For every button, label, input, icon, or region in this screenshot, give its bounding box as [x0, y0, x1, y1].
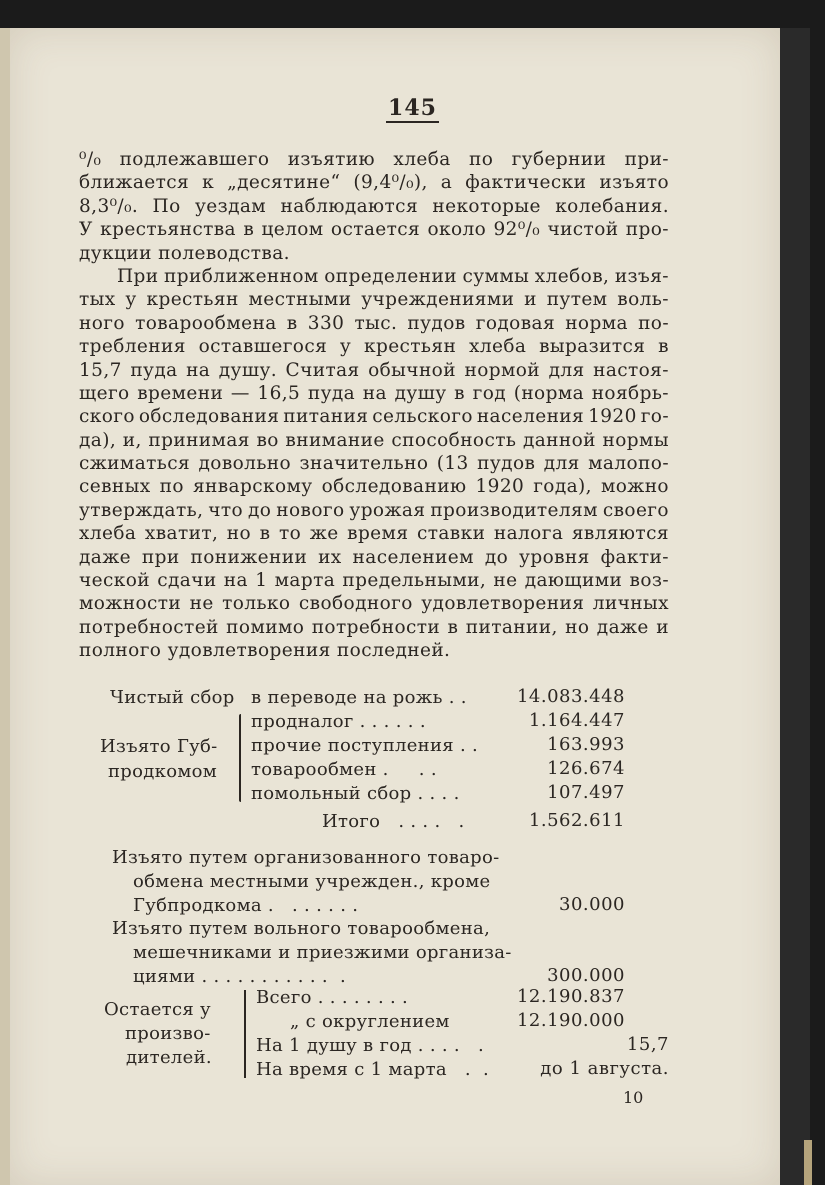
item-label: помольный сбор . . . . — [251, 783, 460, 804]
remains-item-label: На 1 душу в год . . . . . — [256, 1035, 485, 1056]
withdrawn-label-line2: продкомом — [108, 761, 218, 782]
brace — [244, 990, 246, 1078]
word: некоторые — [432, 195, 541, 217]
word: при — [141, 546, 180, 568]
remains-label-line3: дителей. — [126, 1047, 212, 1068]
word: „десятине“ — [227, 172, 341, 194]
word: местными — [248, 289, 352, 311]
word: в — [454, 382, 465, 404]
word: даже — [596, 616, 649, 638]
word: для — [548, 359, 585, 381]
word: в — [259, 523, 271, 545]
word: на — [362, 382, 387, 404]
word: севных — [79, 476, 151, 498]
word: изъятию — [287, 149, 376, 170]
free-exchange-line: мешечниками и приезжими организа- — [133, 942, 512, 963]
word: ⁰/₀ — [79, 149, 102, 170]
word: помимо — [226, 616, 305, 638]
word: можности — [79, 593, 182, 615]
word: принимая — [148, 429, 250, 451]
word: питания — [283, 406, 369, 428]
org-exchange-line: обмена местными учрежден., кроме — [133, 871, 491, 892]
word: норма — [565, 312, 628, 334]
word: 330 — [307, 312, 345, 334]
word: год — [472, 382, 507, 404]
word: личных — [592, 593, 669, 615]
text-line — [79, 171, 669, 194]
word: годовая — [475, 312, 556, 334]
text-line — [79, 452, 669, 475]
remains-label-line2: произво- — [125, 1023, 211, 1044]
word: хлеба — [79, 523, 137, 545]
word: в — [447, 616, 459, 638]
word: щего — [79, 382, 130, 404]
remains-item-value: 12.190.000 — [516, 1010, 625, 1031]
word: нормы — [602, 429, 669, 451]
page-corner — [804, 1140, 812, 1185]
text-line — [79, 522, 669, 545]
word: урожая — [349, 499, 426, 521]
free-exchange-line: Изъято путем вольного товарообмена, — [112, 918, 491, 939]
word: ского — [79, 406, 135, 428]
text-line — [79, 195, 669, 218]
word: У — [79, 219, 93, 241]
word: внимание — [285, 429, 385, 451]
text-line — [79, 218, 669, 241]
word: хлеба — [393, 149, 451, 170]
word: обследованию — [321, 476, 467, 498]
word: дающими — [524, 570, 623, 592]
word: а — [440, 172, 453, 194]
remains-item-value: 15,7 — [626, 1034, 669, 1055]
word: у — [339, 336, 352, 358]
free-exchange-line: циями . . . . . . . . . . . . — [133, 966, 346, 987]
word: Считая — [285, 359, 360, 381]
word: душу. — [218, 359, 278, 381]
word: учреждениями — [361, 289, 515, 311]
word: — — [230, 382, 250, 404]
paragraph-1 — [79, 148, 669, 265]
word: свободного — [298, 593, 413, 615]
word: колебания. — [555, 195, 669, 217]
text-line: полного удовлетворения последней. — [79, 640, 451, 662]
word: изъято — [599, 172, 669, 194]
adjacent-page-edge — [0, 28, 10, 1185]
word: даже — [79, 546, 131, 568]
word: своего — [602, 499, 669, 521]
word: населением — [352, 546, 474, 568]
word: ставки — [416, 523, 486, 545]
word: же — [309, 523, 339, 545]
word: что — [208, 499, 244, 521]
text-line — [79, 569, 669, 592]
signature-mark: 10 — [623, 1088, 644, 1107]
word: (13 — [436, 453, 469, 475]
word: наблюдаются — [280, 195, 419, 217]
word: до — [484, 546, 509, 568]
item-value: 1.164.447 — [528, 710, 625, 731]
word: хлеба — [468, 336, 527, 358]
paragraph-2 — [79, 265, 669, 663]
word: не — [189, 593, 214, 615]
word: на — [223, 570, 248, 592]
word: уездам — [194, 195, 267, 217]
word: ноябрь- — [591, 382, 669, 404]
word: По — [152, 195, 181, 217]
word: питании, — [465, 616, 558, 638]
word: не — [493, 570, 518, 592]
word: фактически — [465, 172, 587, 194]
word: про- — [625, 219, 669, 241]
word: сдачи — [157, 570, 217, 592]
word: у — [125, 289, 137, 311]
word: данной — [522, 429, 596, 451]
word: ближается — [79, 172, 190, 194]
word: потребности — [311, 616, 441, 638]
text-line — [79, 499, 669, 522]
word: пудов — [477, 453, 536, 475]
word: во — [256, 429, 279, 451]
word: воз- — [629, 570, 669, 592]
word: При — [117, 265, 159, 287]
word: (9,4⁰/₀), — [353, 172, 428, 194]
word: остается — [330, 219, 421, 241]
word: около — [427, 219, 487, 241]
word: хватит, — [144, 523, 219, 545]
item-label: прочие поступления . . — [251, 735, 479, 756]
remains-item-label: „ с округлением — [290, 1011, 450, 1032]
word: являются — [571, 523, 669, 545]
word: обследования — [138, 406, 280, 428]
word: но — [565, 616, 590, 638]
word: требления — [79, 336, 186, 358]
text-line — [79, 592, 669, 615]
word: оставшегося — [198, 336, 328, 358]
word: го- — [640, 406, 669, 428]
word: но — [226, 523, 252, 545]
word: 1 — [255, 570, 268, 592]
word: приближенном — [164, 265, 319, 287]
word: тыс. — [354, 312, 398, 334]
word: тых — [79, 289, 116, 311]
word: выразится — [539, 336, 646, 358]
org-exchange-line: Губпродкома . . . . . . . — [133, 895, 359, 916]
word: суммы — [462, 265, 530, 287]
word: путем — [546, 289, 608, 311]
word: крестьян — [146, 289, 239, 311]
item-label: продналог . . . . . . — [251, 711, 426, 732]
word: время — [347, 523, 409, 545]
remains-item-value: 12.190.837 — [516, 986, 625, 1007]
word: 1920 — [588, 406, 637, 428]
word: малопо- — [588, 453, 669, 475]
text-line — [79, 382, 669, 405]
remains-item-label: Всего . . . . . . . . — [256, 987, 409, 1008]
word: настоя- — [593, 359, 669, 381]
word: и, — [122, 429, 142, 451]
word: сельского — [372, 406, 473, 428]
word: довольно — [198, 453, 292, 475]
page-number: 145 — [388, 95, 437, 121]
word: душу — [394, 382, 447, 404]
word: марта — [274, 570, 336, 592]
word: значительно — [299, 453, 429, 475]
total-value: 1.562.611 — [528, 810, 625, 831]
word: чистой — [547, 219, 619, 241]
word: налога — [493, 523, 564, 545]
word: для — [543, 453, 580, 475]
org-exchange-value: 30.000 — [559, 894, 625, 915]
word: до — [247, 499, 272, 521]
word: пудов — [407, 312, 466, 334]
word: обычной — [368, 359, 456, 381]
word: пуда — [130, 359, 178, 381]
text-line — [79, 616, 669, 639]
word: 8,3⁰/₀. — [79, 195, 139, 217]
word: то — [279, 523, 302, 545]
word: в — [658, 336, 669, 358]
word: понижении — [190, 546, 308, 568]
text-line — [79, 148, 669, 171]
word: на — [186, 359, 211, 381]
word: воль- — [617, 289, 669, 311]
word: изъя- — [614, 265, 669, 287]
word: предельными, — [342, 570, 487, 592]
word: удовлетворения — [421, 593, 585, 615]
word: к — [202, 172, 215, 194]
brace — [239, 714, 241, 802]
word: только — [222, 593, 291, 615]
word: губернии — [511, 149, 607, 170]
word: и — [656, 616, 669, 638]
word: способность — [391, 429, 517, 451]
total-label: Итого . . . . . — [322, 811, 465, 832]
word: 1920 — [475, 476, 525, 498]
word: утверждать, — [79, 499, 204, 521]
word: факти- — [600, 546, 669, 568]
item-value: 107.497 — [547, 782, 625, 803]
word: да), — [79, 429, 117, 451]
word: по- — [638, 312, 669, 334]
word: и — [524, 289, 537, 311]
word: хлебов, — [534, 265, 610, 287]
net-harvest-desc: в переводе на рожь . . — [251, 687, 467, 708]
word: в — [286, 312, 298, 334]
page-shadow — [780, 28, 810, 1185]
word: пуда — [307, 382, 356, 404]
word: потребностей — [79, 616, 219, 638]
word: 15,7 — [79, 359, 122, 381]
net-harvest-value: 14.083.448 — [516, 686, 625, 707]
item-value: 163.993 — [547, 734, 625, 755]
item-label: товарообмен . . . — [251, 759, 437, 780]
text-line — [79, 475, 669, 498]
word: январскому — [192, 476, 313, 498]
net-harvest-label: Чистый сбор — [110, 687, 235, 708]
text-line — [79, 335, 669, 358]
word: нового — [276, 499, 345, 521]
remains-label-line1: Остается у — [104, 999, 211, 1020]
remains-item-value: до 1 августа. — [540, 1058, 669, 1079]
word: уровня — [519, 546, 590, 568]
text-line — [79, 265, 669, 288]
word: 92⁰/₀ — [493, 219, 541, 241]
body-text — [79, 148, 669, 663]
word: целом — [261, 219, 324, 241]
word: крестьянства — [100, 219, 236, 241]
word: населения — [476, 406, 585, 428]
word: определении — [324, 265, 457, 287]
text-line — [79, 288, 669, 311]
free-exchange-value: 300.000 — [547, 965, 625, 986]
remains-item-label: На время с 1 марта . . — [256, 1059, 490, 1080]
word: 16,5 — [257, 382, 301, 404]
word: товарообмена — [135, 312, 277, 334]
word: крестьян — [363, 336, 457, 358]
word: времени — [137, 382, 224, 404]
word: по — [468, 149, 494, 170]
text-line: дукции полеводства. — [79, 242, 290, 264]
word: при- — [624, 149, 669, 170]
text-line — [79, 429, 669, 452]
word: ного — [79, 312, 125, 334]
word: в — [243, 219, 255, 241]
word: по — [159, 476, 184, 498]
word: можно — [600, 476, 669, 498]
word: года), — [533, 476, 592, 498]
word: (норма — [513, 382, 585, 404]
word: ческой — [79, 570, 150, 592]
text-line — [79, 312, 669, 335]
word: производителям — [430, 499, 598, 521]
org-exchange-line: Изъято путем организованного товаро- — [112, 847, 500, 868]
word: сжиматься — [79, 453, 191, 475]
withdrawn-label-line1: Изъято Губ- — [100, 736, 218, 757]
text-line — [79, 405, 669, 428]
word: их — [318, 546, 342, 568]
text-line — [79, 359, 669, 382]
item-value: 126.674 — [547, 758, 625, 779]
word: нормой — [464, 359, 541, 381]
word: подлежавшего — [119, 149, 270, 170]
text-line — [79, 546, 669, 569]
